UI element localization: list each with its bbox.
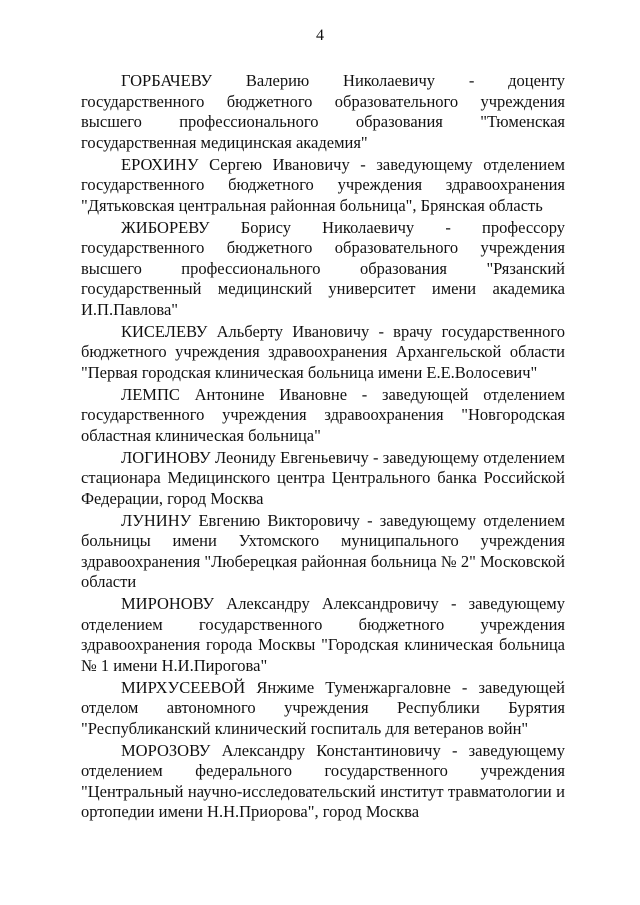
entry-text-line: областная клиническая больница" xyxy=(81,425,321,445)
entry-text-line: здравоохранения "Люберецкая районная больница № 2" Московской xyxy=(81,551,565,571)
award-entry-erokhin xyxy=(81,155,565,217)
award-entry-lemps xyxy=(81,385,565,447)
entry-text-line: Федерации, город Москва xyxy=(81,488,264,508)
entry-text-line: ЖИБОРЕВУ Борису Николаевичу - профессору xyxy=(121,217,565,237)
entry-text-line: высшего профессионального образования "Рязанский xyxy=(81,258,565,278)
award-entry-mirkhuseeva xyxy=(81,678,565,740)
entry-text-line: отделением федерального государственного учреждения xyxy=(81,761,565,780)
award-entry-zhiborev xyxy=(81,218,565,321)
entry-text-line: ЛОГИНОВУ Леониду Евгеньевичу - заведующему отделением xyxy=(121,447,565,467)
entry-text-line: государственный медицинский университет имени академика xyxy=(81,279,565,298)
entry-text-line: государственного бюджетного образовательного учреждения xyxy=(81,91,565,111)
entry-text-line: "Дятьковская центральная районная больница", Брянская область xyxy=(81,195,543,215)
entry-text-line: ортопедии имени Н.Н.Приорова", город Москва xyxy=(81,802,420,821)
entry-text-line: МИРОНОВУ Александру Александровичу - заведующему xyxy=(121,594,565,613)
entry-text-line: ЛУНИНУ Евгению Викторовичу - заведующему отделением xyxy=(121,510,565,530)
award-entry-gorbachev xyxy=(81,71,565,153)
entry-text-line: области xyxy=(81,572,137,591)
entry-text-line: государственного учреждения здравоохранения "Новгородская xyxy=(81,405,565,424)
entry-text-line: больницы имени Ухтомского муниципального учреждения xyxy=(81,531,565,550)
entry-text-line: № 1 имени Н.И.Пирогова" xyxy=(81,655,268,675)
award-entry-kiselev xyxy=(81,322,565,384)
entry-text-line: ЛЕМПС Антонине Ивановне - заведующей отделением xyxy=(121,384,565,404)
entry-text-line: здравоохранения города Москвы "Городская клиническая больница xyxy=(81,635,565,654)
entry-text-line: отделом автономного учреждения Республики Бурятия xyxy=(81,698,565,717)
entry-text-line: "Республиканский клинический госпиталь для ветеранов войн" xyxy=(81,718,529,738)
entry-text-line: государственная медицинская академия" xyxy=(81,132,368,152)
entry-text-line: И.П.Павлова" xyxy=(81,299,179,319)
entry-text-line: МИРХУСЕЕВОЙ Янжиме Туменжаргаловне - заведующей xyxy=(121,677,565,697)
entry-text-line: отделением государственного бюджетного учреждения xyxy=(81,614,565,634)
entry-text-line: МОРОЗОВУ Александру Константиновичу - заведующему xyxy=(121,740,565,760)
award-entry-loginov xyxy=(81,448,565,510)
page-number: 4 xyxy=(316,27,324,44)
entry-text-line: ГОРБАЧЕВУ Валерию Николаевичу - доценту xyxy=(121,71,565,90)
award-list xyxy=(81,71,565,824)
entry-text-line: ЕРОХИНУ Сергею Ивановичу - заведующему отделением xyxy=(121,154,565,174)
award-entry-lunin xyxy=(81,511,565,593)
entry-text-line: стационара Медицинского центра Центрального банка Российской xyxy=(81,468,565,487)
award-entry-mironov xyxy=(81,594,565,676)
award-entry-morozov xyxy=(81,741,565,823)
entry-text-line: бюджетного учреждения здравоохранения Архангельской области xyxy=(81,342,565,361)
entry-text-line: государственного бюджетного образовательного учреждения xyxy=(81,238,565,257)
entry-text-line: "Первая городская клиническая больница имени Е.Е.Волосевич" xyxy=(81,362,538,382)
entry-text-line: "Центральный научно-исследовательский институт травматологии и xyxy=(81,781,565,801)
entry-text-line: государственного бюджетного учреждения здравоохранения xyxy=(81,175,565,194)
entry-text-line: КИСЕЛЕВУ Альберту Ивановичу - врачу государственного xyxy=(121,321,565,341)
entry-text-line: высшего профессионального образования "Тюменская xyxy=(81,112,565,131)
